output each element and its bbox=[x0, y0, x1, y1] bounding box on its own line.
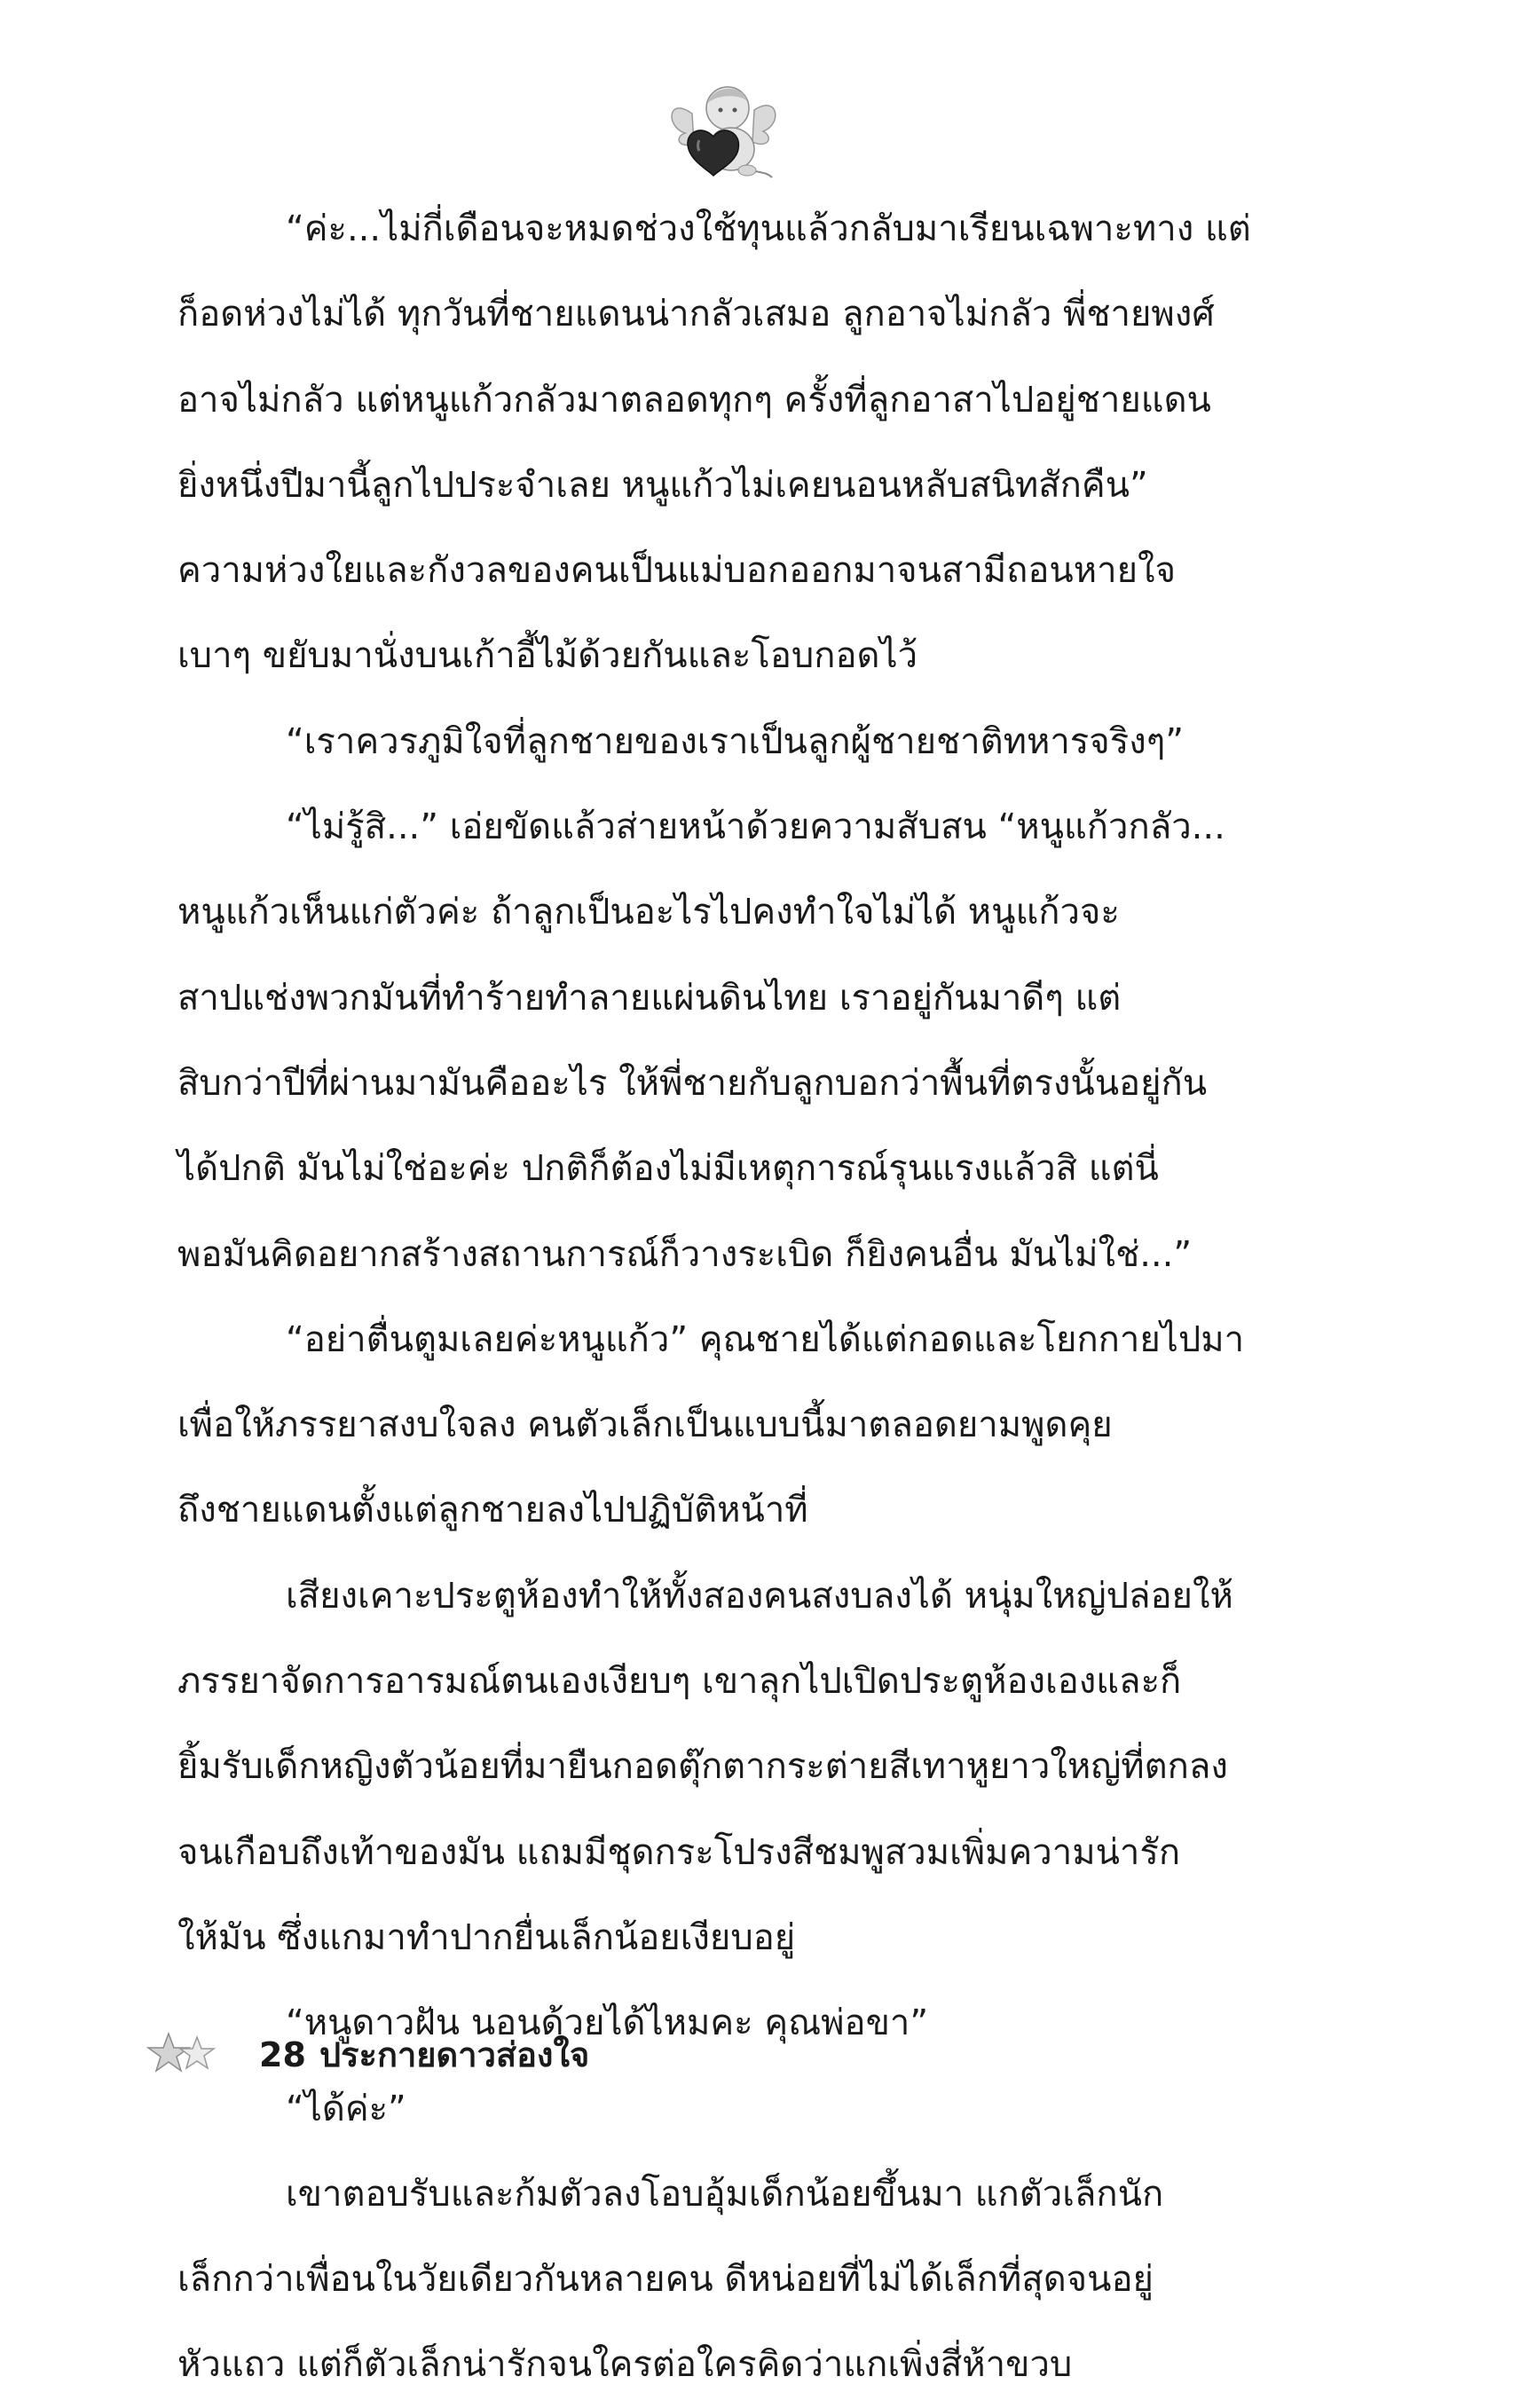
page-number: 28 bbox=[259, 2035, 306, 2074]
text-line: เพื่อให้ภรรยาสงบใจลง คนตัวเล็กเป็นแบบนี้มาตลอดยามพูดคุย bbox=[177, 1405, 1113, 1446]
page-footer bbox=[142, 2025, 852, 2087]
text-line: “หนูดาวฝัน นอนด้วยได้ไหมคะ คุณพ่อขา” bbox=[286, 2003, 929, 2044]
text-line: หนูแก้วเห็นแก่ตัวค่ะ ถ้าลูกเป็นอะไรไปคงทำใจไม่ได้ หนูแก้วจะ bbox=[177, 892, 1120, 933]
cherub-with-heart-icon bbox=[658, 78, 792, 185]
text-line: ภรรยาจัดการอารมณ์ตนเองเงียบๆ เขาลุกไปเปิดประตูห้องเองและก็ bbox=[177, 1661, 1182, 1703]
text-line: อาจไม่กลัว แต่หนูแก้วกลัวมาตลอดทุกๆ ครั้งที่ลูกอาสาไปอยู่ชายแดน bbox=[177, 379, 1211, 421]
book-title: ประกายดาวส่องใจ bbox=[319, 2035, 590, 2074]
text-line: “ได้ค่ะ” bbox=[286, 2088, 406, 2129]
text-line: เล็กกว่าเพื่อนในวัยเดียวกันหลายคน ดีหน่อยที่ไม่ได้เล็กที่สุดจนอยู่ bbox=[177, 2259, 1154, 2301]
text-line: ยิ้มรับเด็กหญิงตัวน้อยที่มายืนกอดตุ๊กตากระต่ายสีเทาหูยาวใหญ่ที่ตกลง bbox=[177, 1746, 1228, 1788]
text-line: “อย่าตื่นตูมเลยค่ะหนูแก้ว” คุณชายได้แต่กอดและโยกกายไปมา bbox=[286, 1318, 1245, 1360]
text-line: สาปแช่งพวกมันที่ทำร้ายทำลายแผ่นดินไทย เราอยู่กันมาดีๆ แต่ bbox=[177, 977, 1122, 1019]
text-line: เสียงเคาะประตูห้องทำให้ทั้งสองคนสงบลงได้ หนุ่มใหญ่ปล่อยให้ bbox=[286, 1575, 1233, 1617]
text-line: สิบกว่าปีที่ผ่านมามันคืออะไร ให้พี่ชายกับลูกบอกว่าพื้นที่ตรงนั้นอยู่กัน bbox=[177, 1062, 1208, 1104]
text-line: เบาๆ ขยับมานั่งบนเก้าอี้ไม้ด้วยกันและโอบกอดไว้ bbox=[177, 635, 918, 677]
text-line: ได้ปกติ มันไม่ใช่อะค่ะ ปกติก็ต้องไม่มีเหตุการณ์รุนแรงแล้วสิ แต่นี่ bbox=[177, 1148, 1159, 1190]
stars-icon bbox=[142, 2028, 222, 2081]
text-line: หัวแถว แต่ก็ตัวเล็กน่ารักจนใครต่อใครคิดว่าแกเพิ่งสี่ห้าขวบ bbox=[177, 2344, 1073, 2386]
text-line: ความห่วงใยและกังวลของคนเป็นแม่บอกออกมาจนสามีถอนหายใจ bbox=[177, 550, 1176, 592]
text-line: ถึงชายแดนตั้งแต่ลูกชายลงไปปฏิบัติหน้าที่ bbox=[177, 1490, 808, 1531]
text-line: “ไม่รู้สิ...” เอ่ยขัดแล้วส่ายหน้าด้วยความสับสน “หนูแก้วกลัว... bbox=[286, 807, 1225, 848]
text-line: “เราควรภูมิใจที่ลูกชายของเราเป็นลูกผู้ชายชาติทหารจริงๆ” bbox=[286, 720, 1184, 762]
text-line: ก็อดห่วงไม่ได้ ทุกวันที่ชายแดนน่ากลัวเสมอ ลูกอาจไม่กลัว พี่ชายพงศ์ bbox=[177, 294, 1215, 335]
text-line: เขาตอบรับและก้มตัวลงโอบอุ้มเด็กน้อยขึ้นมา แกตัวเล็กนัก bbox=[286, 2173, 1164, 2215]
text-line: ยิ่งหนึ่งปีมานี้ลูกไปประจำเลย หนูแก้วไม่เคยนอนหลับสนิทสักคืน” bbox=[177, 464, 1148, 506]
text-line: “ค่ะ...ไม่กี่เดือนจะหมดช่วงใช้ทุนแล้วกลับมาเรียนเฉพาะทาง แต่ bbox=[286, 209, 1251, 249]
cherub-ornament-icon bbox=[658, 78, 792, 185]
text-line: จนเกือบถึงเท้าของมัน แถมมีชุดกระโปรงสีชมพูสวมเพิ่มความน่ารัก bbox=[177, 1831, 1181, 1873]
text-line: พอมันคิดอยากสร้างสถานการณ์ก็วางระเบิด ก็ยิงคนอื่น มันไม่ใช่...” bbox=[177, 1233, 1193, 1275]
text-line: ให้มัน ซึ่งแกมาทำปากยื่นเล็กน้อยเงียบอยู่ bbox=[177, 1916, 796, 1958]
